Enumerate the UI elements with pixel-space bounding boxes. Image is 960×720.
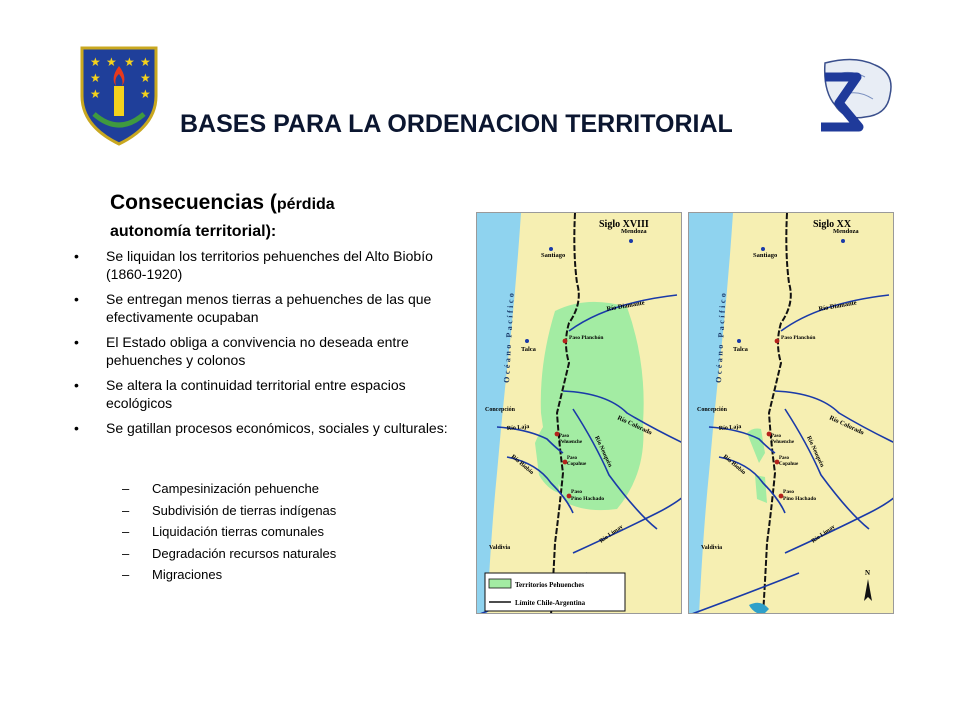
- map-label: Paso Planchón: [569, 335, 604, 341]
- map-label: Río Colorado: [616, 414, 653, 437]
- map-label: Río Diamante: [606, 299, 646, 313]
- map-label: Talca: [521, 346, 536, 353]
- sub-list-item: – Liquidación tierras comunales: [122, 521, 452, 543]
- svg-text:★: ★: [90, 71, 101, 85]
- svg-text:★: ★: [140, 71, 151, 85]
- map-label: Santiago: [541, 252, 566, 259]
- map-label: Mendoza: [621, 228, 647, 235]
- map-label: Río Neuquén: [593, 435, 613, 469]
- svg-text:★: ★: [124, 55, 135, 69]
- north-arrow-icon: [864, 579, 872, 601]
- map-label: Río Biobío: [721, 453, 747, 477]
- heading-main: Consecuencias (: [110, 191, 277, 214]
- svg-text:★: ★: [140, 87, 151, 101]
- map-label: Océano Pacífico: [502, 290, 516, 384]
- map-label: Océano Pacífico: [714, 290, 728, 384]
- consequences-list: [74, 247, 464, 444]
- heading-line2: autonomía territorial):: [110, 223, 277, 240]
- border-line: [763, 213, 791, 614]
- sub-list-item: – Migraciones: [122, 564, 452, 586]
- list-item: • Se gatillan procesos económicos, sociales y culturales:: [74, 419, 464, 437]
- map-label: Copahue: [779, 462, 799, 467]
- map-label: Mendoza: [833, 228, 859, 235]
- map-label: Río Colorado: [828, 414, 865, 437]
- svg-text:★: ★: [140, 55, 151, 69]
- map-label: Pino Hachado: [571, 496, 605, 502]
- svg-text:★: ★: [106, 55, 117, 69]
- map-label: Paso: [567, 456, 577, 461]
- map-label: Paso: [771, 434, 781, 439]
- sub-list-item: – Subdivisión de tierras indígenas: [122, 500, 452, 522]
- map-title-left: Siglo XVIII: [599, 219, 649, 230]
- map-label: Concepción: [485, 407, 515, 413]
- map-label: Paso Planchón: [781, 335, 816, 341]
- map-label: Copahue: [567, 462, 587, 467]
- map-label: Paso: [779, 456, 789, 461]
- map-label: Río Biobío: [509, 453, 535, 477]
- svg-text:★: ★: [90, 55, 101, 69]
- map-label: Paso: [559, 434, 569, 439]
- map-label: Río Laja: [718, 424, 742, 432]
- university-crest-logo: [78, 44, 160, 146]
- sub-list-item: – Campesinización pehuenche: [122, 478, 452, 500]
- map-label: Paso: [571, 489, 582, 495]
- processes-sublist: [122, 478, 452, 586]
- map-label: Río Limay: [810, 524, 837, 545]
- map-label: Talca: [733, 346, 748, 353]
- heading-small: pérdida: [276, 196, 335, 213]
- map-label: Pehuenche: [771, 440, 795, 445]
- map-label: Pino Hachado: [783, 496, 817, 502]
- map-label: Concepción: [697, 407, 727, 413]
- page-title: BASES PARA LA ORDENACION TERRITORIAL: [180, 110, 733, 138]
- map-label: Valdivia: [489, 545, 511, 551]
- pehuenche-territory: [747, 429, 765, 464]
- sigma-map-logo: [795, 55, 900, 145]
- map-label: Río Neuquén: [805, 435, 825, 469]
- map-label: Pehuenche: [559, 440, 583, 445]
- ocean-area: [689, 213, 733, 614]
- map-label: Valdivia: [701, 545, 723, 551]
- map-siglo-xviii: [476, 212, 682, 614]
- list-item: • Se altera la continuidad territorial entre espacios ecológicos: [74, 376, 464, 412]
- north-label: N: [865, 569, 871, 577]
- map-siglo-xx: [688, 212, 894, 614]
- map-label: Río Limay: [598, 524, 625, 545]
- map-label: Territorios Pehuenches: [515, 581, 585, 589]
- list-item: • Se entregan menos tierras a pehuenches de las que efectivamente ocupaban: [74, 290, 464, 326]
- map-label: Río Laja: [506, 424, 530, 432]
- sub-list-item: – Degradación recursos naturales: [122, 543, 452, 565]
- map-label: Paso: [783, 489, 794, 495]
- list-item: • Se liquidan los territorios pehuenches del Alto Biobío (1860-1920): [74, 247, 464, 283]
- section-heading: [110, 190, 460, 244]
- map-label: Río Diamante: [818, 299, 858, 313]
- map-label: Límite Chile-Argentina: [515, 599, 586, 607]
- svg-text:★: ★: [90, 87, 101, 101]
- list-item: • El Estado obliga a convivencia no deseada entre pehuenches y colonos: [74, 333, 464, 369]
- ocean-area: [477, 213, 521, 614]
- map-label: Santiago: [753, 252, 778, 259]
- map-title-right: Siglo XX: [813, 219, 852, 230]
